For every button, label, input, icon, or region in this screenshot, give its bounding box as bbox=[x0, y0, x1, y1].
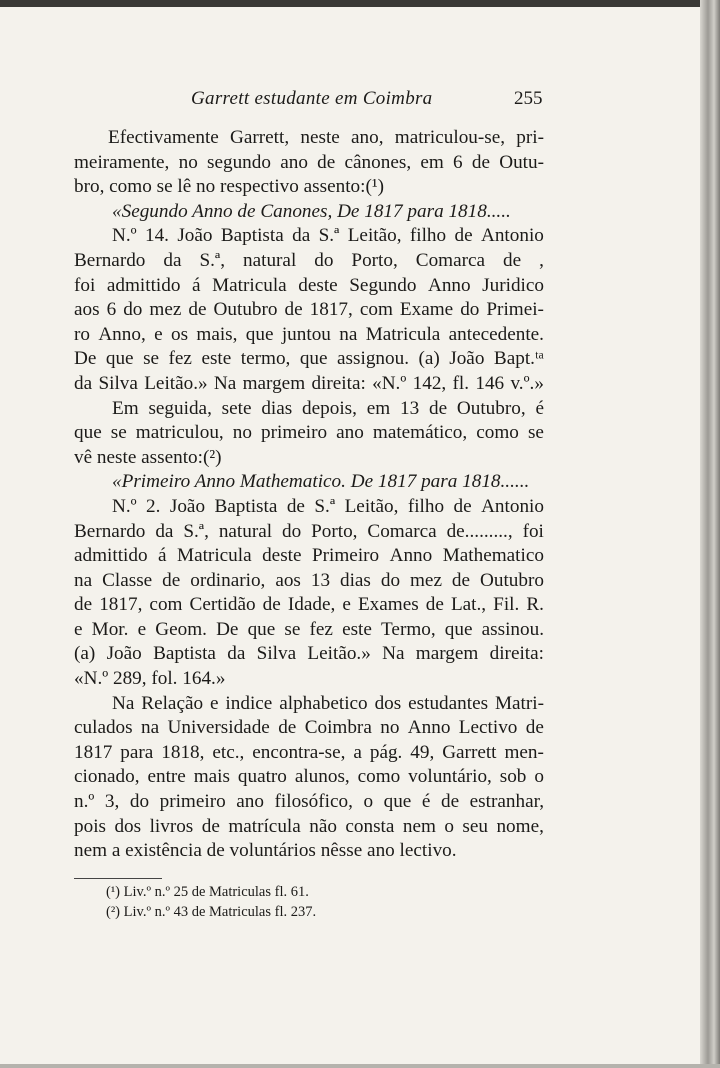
word: pri- bbox=[516, 127, 544, 148]
word: na bbox=[339, 323, 358, 345]
word: filosófico, bbox=[274, 791, 353, 813]
word: Anno, bbox=[98, 323, 146, 345]
text-line bbox=[74, 790, 544, 815]
word: N.º bbox=[112, 495, 137, 517]
word: cionado, bbox=[74, 766, 140, 788]
text-line bbox=[74, 372, 544, 397]
body-text bbox=[74, 126, 544, 864]
text-line: bro, como se lê no respectivo assento:(¹) bbox=[74, 176, 384, 198]
word: voluntário, bbox=[408, 766, 492, 788]
word: foi bbox=[522, 520, 544, 542]
word: Bapt.ᵗᵃ bbox=[493, 348, 544, 370]
word: do bbox=[380, 569, 401, 591]
running-title: Garrett estudante em Coimbra bbox=[191, 88, 433, 109]
word: os bbox=[170, 323, 189, 345]
word: depois, bbox=[302, 397, 357, 419]
word: da bbox=[227, 643, 246, 665]
word: Exame bbox=[399, 299, 454, 321]
word: mais bbox=[193, 766, 230, 788]
word: 1817, bbox=[99, 594, 143, 616]
word: pág. bbox=[369, 741, 403, 763]
word: Outubro, bbox=[456, 397, 526, 419]
word: Mor. bbox=[91, 618, 129, 640]
word: de bbox=[503, 249, 522, 271]
word: matriculou-se, bbox=[394, 127, 506, 148]
word: de bbox=[262, 594, 281, 616]
word: Garrett, bbox=[230, 127, 290, 148]
word: Porto, bbox=[311, 520, 358, 542]
word: da bbox=[155, 520, 174, 542]
word: 142, bbox=[412, 372, 447, 394]
word: 13 bbox=[310, 569, 331, 591]
word: dias bbox=[339, 569, 371, 591]
word: de bbox=[453, 495, 472, 517]
word: Matri- bbox=[494, 692, 544, 714]
word: de bbox=[451, 569, 471, 591]
word: á bbox=[158, 545, 167, 567]
text-line bbox=[74, 495, 544, 520]
word: Silva bbox=[98, 372, 138, 394]
word: de bbox=[162, 569, 181, 591]
word: é bbox=[535, 397, 544, 419]
text-line bbox=[74, 224, 544, 249]
word: v.º.» bbox=[510, 372, 544, 394]
text-line bbox=[74, 126, 544, 151]
text-line bbox=[74, 520, 544, 545]
word: filho bbox=[409, 225, 447, 247]
word: João bbox=[169, 495, 206, 517]
word: Juridico bbox=[482, 274, 544, 296]
word: N.º bbox=[112, 225, 137, 247]
word: com bbox=[359, 299, 393, 321]
footnote-2: (²) Liv.º n.º 43 de Matriculas fl. 237. bbox=[106, 904, 317, 920]
word: foi bbox=[74, 274, 96, 296]
text-line bbox=[74, 397, 544, 422]
word: Comarca bbox=[415, 249, 486, 271]
scan-top-edge bbox=[0, 0, 720, 7]
footnote-1: (¹) Liv.º n.º 25 de Matriculas fl. 61. bbox=[106, 884, 309, 900]
text-line bbox=[74, 741, 544, 766]
word: filho bbox=[407, 495, 445, 517]
word: neste bbox=[300, 127, 340, 148]
word: e bbox=[154, 323, 163, 345]
word: no bbox=[380, 717, 400, 739]
word: direita: bbox=[489, 643, 544, 665]
word: do bbox=[129, 791, 150, 813]
word: Primeiro bbox=[311, 545, 380, 567]
word: Termo, bbox=[381, 618, 436, 640]
word: R. bbox=[526, 594, 544, 616]
word: que bbox=[245, 323, 274, 345]
word: do bbox=[282, 520, 302, 542]
word: assinou. bbox=[481, 618, 544, 640]
word: de bbox=[454, 225, 473, 247]
word: Outu- bbox=[499, 151, 544, 173]
word: etc., bbox=[212, 741, 245, 763]
word: mez bbox=[410, 569, 442, 591]
text-line: «N.º 289, fol. 164.» bbox=[74, 668, 226, 690]
text-line bbox=[74, 642, 544, 667]
word: Baptista bbox=[220, 225, 284, 247]
word: primeiro bbox=[261, 422, 328, 444]
word: n.º bbox=[74, 791, 95, 813]
word: Antonio bbox=[480, 225, 544, 247]
word: de bbox=[525, 717, 544, 739]
word: o bbox=[444, 815, 454, 837]
word: pois bbox=[74, 815, 106, 837]
word: que bbox=[383, 791, 412, 813]
word: Leitão, bbox=[344, 495, 399, 517]
word: alphabetico bbox=[279, 692, 368, 714]
word: que bbox=[299, 348, 328, 370]
word: 13 bbox=[399, 397, 420, 419]
word: ano bbox=[336, 422, 364, 444]
word: Efectivamente bbox=[108, 127, 219, 148]
word: seu bbox=[462, 815, 488, 837]
word: dos bbox=[374, 692, 402, 714]
word: se bbox=[284, 618, 301, 640]
word: natural bbox=[243, 249, 297, 271]
word: Idade, bbox=[287, 594, 336, 616]
word: este bbox=[342, 618, 372, 640]
word: de bbox=[425, 594, 444, 616]
word: men- bbox=[504, 741, 544, 763]
word: 1817, bbox=[309, 299, 353, 321]
word: livros bbox=[149, 815, 194, 837]
word: Bernardo bbox=[74, 249, 146, 271]
word: segundo bbox=[207, 151, 271, 173]
word: fez bbox=[168, 348, 192, 370]
word: alunos, bbox=[294, 766, 350, 788]
word: á bbox=[192, 274, 201, 296]
word: em bbox=[420, 151, 444, 173]
word: Na bbox=[382, 643, 405, 665]
word: juntou bbox=[281, 323, 331, 345]
word: quatro bbox=[237, 766, 287, 788]
word: o bbox=[363, 791, 374, 813]
word: que bbox=[247, 618, 276, 640]
book-binding-edge bbox=[700, 0, 720, 1068]
word: Matricula bbox=[365, 323, 441, 345]
text-line bbox=[74, 347, 544, 372]
word: de bbox=[278, 717, 297, 739]
word: S.ª bbox=[314, 495, 336, 517]
text-line bbox=[74, 815, 544, 840]
word: estranhar, bbox=[469, 791, 544, 813]
word: margem bbox=[242, 372, 306, 394]
word: antecedente. bbox=[448, 323, 544, 345]
word: de bbox=[440, 791, 460, 813]
word: Garrett bbox=[442, 741, 497, 763]
word: Universidade bbox=[167, 717, 270, 739]
word: Matricula bbox=[212, 274, 287, 296]
text-line bbox=[74, 249, 544, 274]
word: 6 bbox=[106, 299, 117, 321]
word: do bbox=[460, 299, 480, 321]
word: 6 bbox=[453, 151, 463, 173]
word: Silva bbox=[256, 643, 297, 665]
word: com bbox=[149, 594, 183, 616]
word: de bbox=[284, 299, 303, 321]
word: no bbox=[232, 422, 252, 444]
word: Baptista bbox=[214, 495, 278, 517]
word: nem bbox=[402, 815, 436, 837]
word: matrícula bbox=[228, 815, 301, 837]
word: deste bbox=[298, 274, 338, 296]
word: de bbox=[428, 397, 448, 419]
word: nome, bbox=[496, 815, 544, 837]
word: 1817 bbox=[74, 741, 113, 763]
word: Certidão bbox=[189, 594, 256, 616]
word: sob bbox=[499, 766, 527, 788]
word: Leitão.» bbox=[144, 372, 208, 394]
word: e bbox=[342, 594, 351, 616]
word: Na bbox=[112, 692, 135, 714]
word: que bbox=[444, 618, 473, 640]
word: Lat., bbox=[450, 594, 487, 616]
word: de bbox=[74, 594, 93, 616]
word: admittido bbox=[106, 274, 181, 296]
word: do bbox=[314, 249, 334, 271]
word: do bbox=[123, 299, 143, 321]
word: na bbox=[141, 717, 160, 739]
word: Fil. bbox=[493, 594, 520, 616]
text-line: vê neste assento:(²) bbox=[74, 446, 222, 468]
word: Matricula bbox=[177, 545, 252, 567]
word: matemático, bbox=[372, 422, 468, 444]
text-line bbox=[74, 765, 544, 790]
word: cânones, bbox=[344, 151, 412, 173]
word: para bbox=[120, 741, 154, 763]
word: não bbox=[309, 815, 337, 837]
word: S.ª bbox=[318, 225, 340, 247]
word: De bbox=[74, 348, 97, 370]
word: ano bbox=[280, 151, 308, 173]
word: assignou. bbox=[337, 348, 409, 370]
word: Comarca bbox=[367, 520, 437, 542]
word: ano, bbox=[351, 127, 384, 148]
word: e bbox=[209, 692, 219, 714]
word: se bbox=[110, 422, 127, 444]
word: Baptista bbox=[153, 643, 216, 665]
word: Outubro bbox=[213, 299, 278, 321]
word: 14. bbox=[144, 225, 169, 247]
word: S.ª, bbox=[183, 520, 209, 542]
word: de bbox=[188, 299, 207, 321]
word: mez bbox=[149, 299, 182, 321]
word: encontra-se, bbox=[252, 741, 346, 763]
word: direita: bbox=[311, 372, 366, 394]
word: João bbox=[177, 225, 213, 247]
word: ano bbox=[236, 791, 264, 813]
word: Leitão, bbox=[347, 225, 402, 247]
word: indice bbox=[225, 692, 273, 714]
word: na bbox=[74, 569, 93, 591]
word: Leitão.» bbox=[307, 643, 371, 665]
word: que bbox=[105, 348, 134, 370]
word: ordinario, bbox=[190, 569, 266, 591]
text-line bbox=[74, 274, 544, 299]
text-line: nem a existência de voluntários nêsse ano lectivo. bbox=[74, 840, 457, 862]
word: mais, bbox=[196, 323, 238, 345]
word: de bbox=[201, 815, 220, 837]
word: Mathematico bbox=[442, 545, 544, 567]
word: margem bbox=[415, 643, 479, 665]
word: De bbox=[216, 618, 239, 640]
word: da bbox=[163, 249, 182, 271]
page-header bbox=[0, 88, 720, 116]
text-line: «Segundo Anno de Canones, De 1817 para 1818..... bbox=[112, 200, 511, 222]
word: Exames bbox=[357, 594, 419, 616]
text-line bbox=[74, 716, 544, 741]
word: 146 bbox=[475, 372, 505, 394]
word: (a) bbox=[74, 643, 96, 665]
word: Porto, bbox=[351, 249, 398, 271]
word: dias bbox=[261, 397, 293, 419]
word: Na bbox=[213, 372, 237, 394]
scan-bottom-edge bbox=[0, 1064, 720, 1068]
word: como bbox=[357, 766, 401, 788]
word: Lectivo bbox=[458, 717, 518, 739]
word: da bbox=[74, 372, 93, 394]
word: 2. bbox=[146, 495, 161, 517]
word: e bbox=[137, 618, 147, 640]
word: o bbox=[534, 766, 544, 788]
word: culados bbox=[74, 717, 133, 739]
word: João bbox=[449, 348, 485, 370]
word: Bernardo bbox=[74, 520, 146, 542]
word: de bbox=[471, 151, 490, 173]
word: Coimbra bbox=[304, 717, 372, 739]
page-number: 255 bbox=[514, 88, 543, 109]
word: como bbox=[476, 422, 519, 444]
word: se bbox=[143, 348, 160, 370]
word: 1818, bbox=[161, 741, 205, 763]
text-line bbox=[74, 544, 544, 569]
word: é bbox=[421, 791, 431, 813]
word: fez bbox=[309, 618, 333, 640]
word: Relação bbox=[141, 692, 204, 714]
word: Primei- bbox=[486, 299, 544, 321]
text-line bbox=[74, 421, 544, 446]
word: Em bbox=[112, 397, 139, 419]
word: 3, bbox=[104, 791, 120, 813]
word: Outubro bbox=[480, 569, 544, 591]
word: que bbox=[74, 422, 102, 444]
word: sete bbox=[221, 397, 252, 419]
word: (a) bbox=[418, 348, 440, 370]
word: 49, bbox=[410, 741, 435, 763]
word: Geom. bbox=[155, 618, 207, 640]
word: em bbox=[366, 397, 391, 419]
word: «N.º bbox=[372, 372, 407, 394]
word: primeiro bbox=[159, 791, 226, 813]
word: , bbox=[539, 249, 544, 271]
word: de bbox=[317, 151, 336, 173]
word: matriculou, bbox=[135, 422, 224, 444]
word: natural bbox=[218, 520, 273, 542]
word: a bbox=[353, 741, 362, 763]
text-line bbox=[74, 692, 544, 717]
word: no bbox=[178, 151, 198, 173]
word: ro bbox=[74, 323, 90, 345]
word: S.ª, bbox=[199, 249, 226, 271]
word: fl. bbox=[452, 372, 470, 394]
text-line bbox=[74, 618, 544, 643]
word: se bbox=[527, 422, 544, 444]
word: admittido bbox=[74, 545, 148, 567]
word: termo, bbox=[240, 348, 291, 370]
footnote-rule bbox=[74, 878, 162, 879]
word: aos bbox=[275, 569, 301, 591]
text-line bbox=[74, 298, 544, 323]
word: meiramente, bbox=[74, 151, 170, 173]
word: estudantes bbox=[408, 692, 489, 714]
word: de bbox=[286, 495, 305, 517]
word: dos bbox=[114, 815, 142, 837]
text-line bbox=[74, 323, 544, 348]
word: Antonio bbox=[481, 495, 544, 517]
text-line bbox=[74, 151, 544, 176]
word: Anno bbox=[427, 274, 471, 296]
word: João bbox=[106, 643, 142, 665]
word: Anno bbox=[389, 545, 433, 567]
word: e bbox=[74, 618, 83, 640]
word: de........., bbox=[446, 520, 513, 542]
text-line: «Primeiro Anno Mathematico. De 1817 para 1818...... bbox=[112, 471, 530, 493]
word: aos bbox=[74, 299, 100, 321]
word: entre bbox=[147, 766, 186, 788]
word: Anno bbox=[407, 717, 451, 739]
word: Classe bbox=[102, 569, 153, 591]
text-line bbox=[74, 569, 544, 594]
word: Segundo bbox=[349, 274, 417, 296]
word: deste bbox=[262, 545, 302, 567]
word: consta bbox=[345, 815, 395, 837]
text-line bbox=[74, 593, 544, 618]
word: este bbox=[201, 348, 232, 370]
word: da bbox=[292, 225, 311, 247]
word: seguida, bbox=[148, 397, 212, 419]
